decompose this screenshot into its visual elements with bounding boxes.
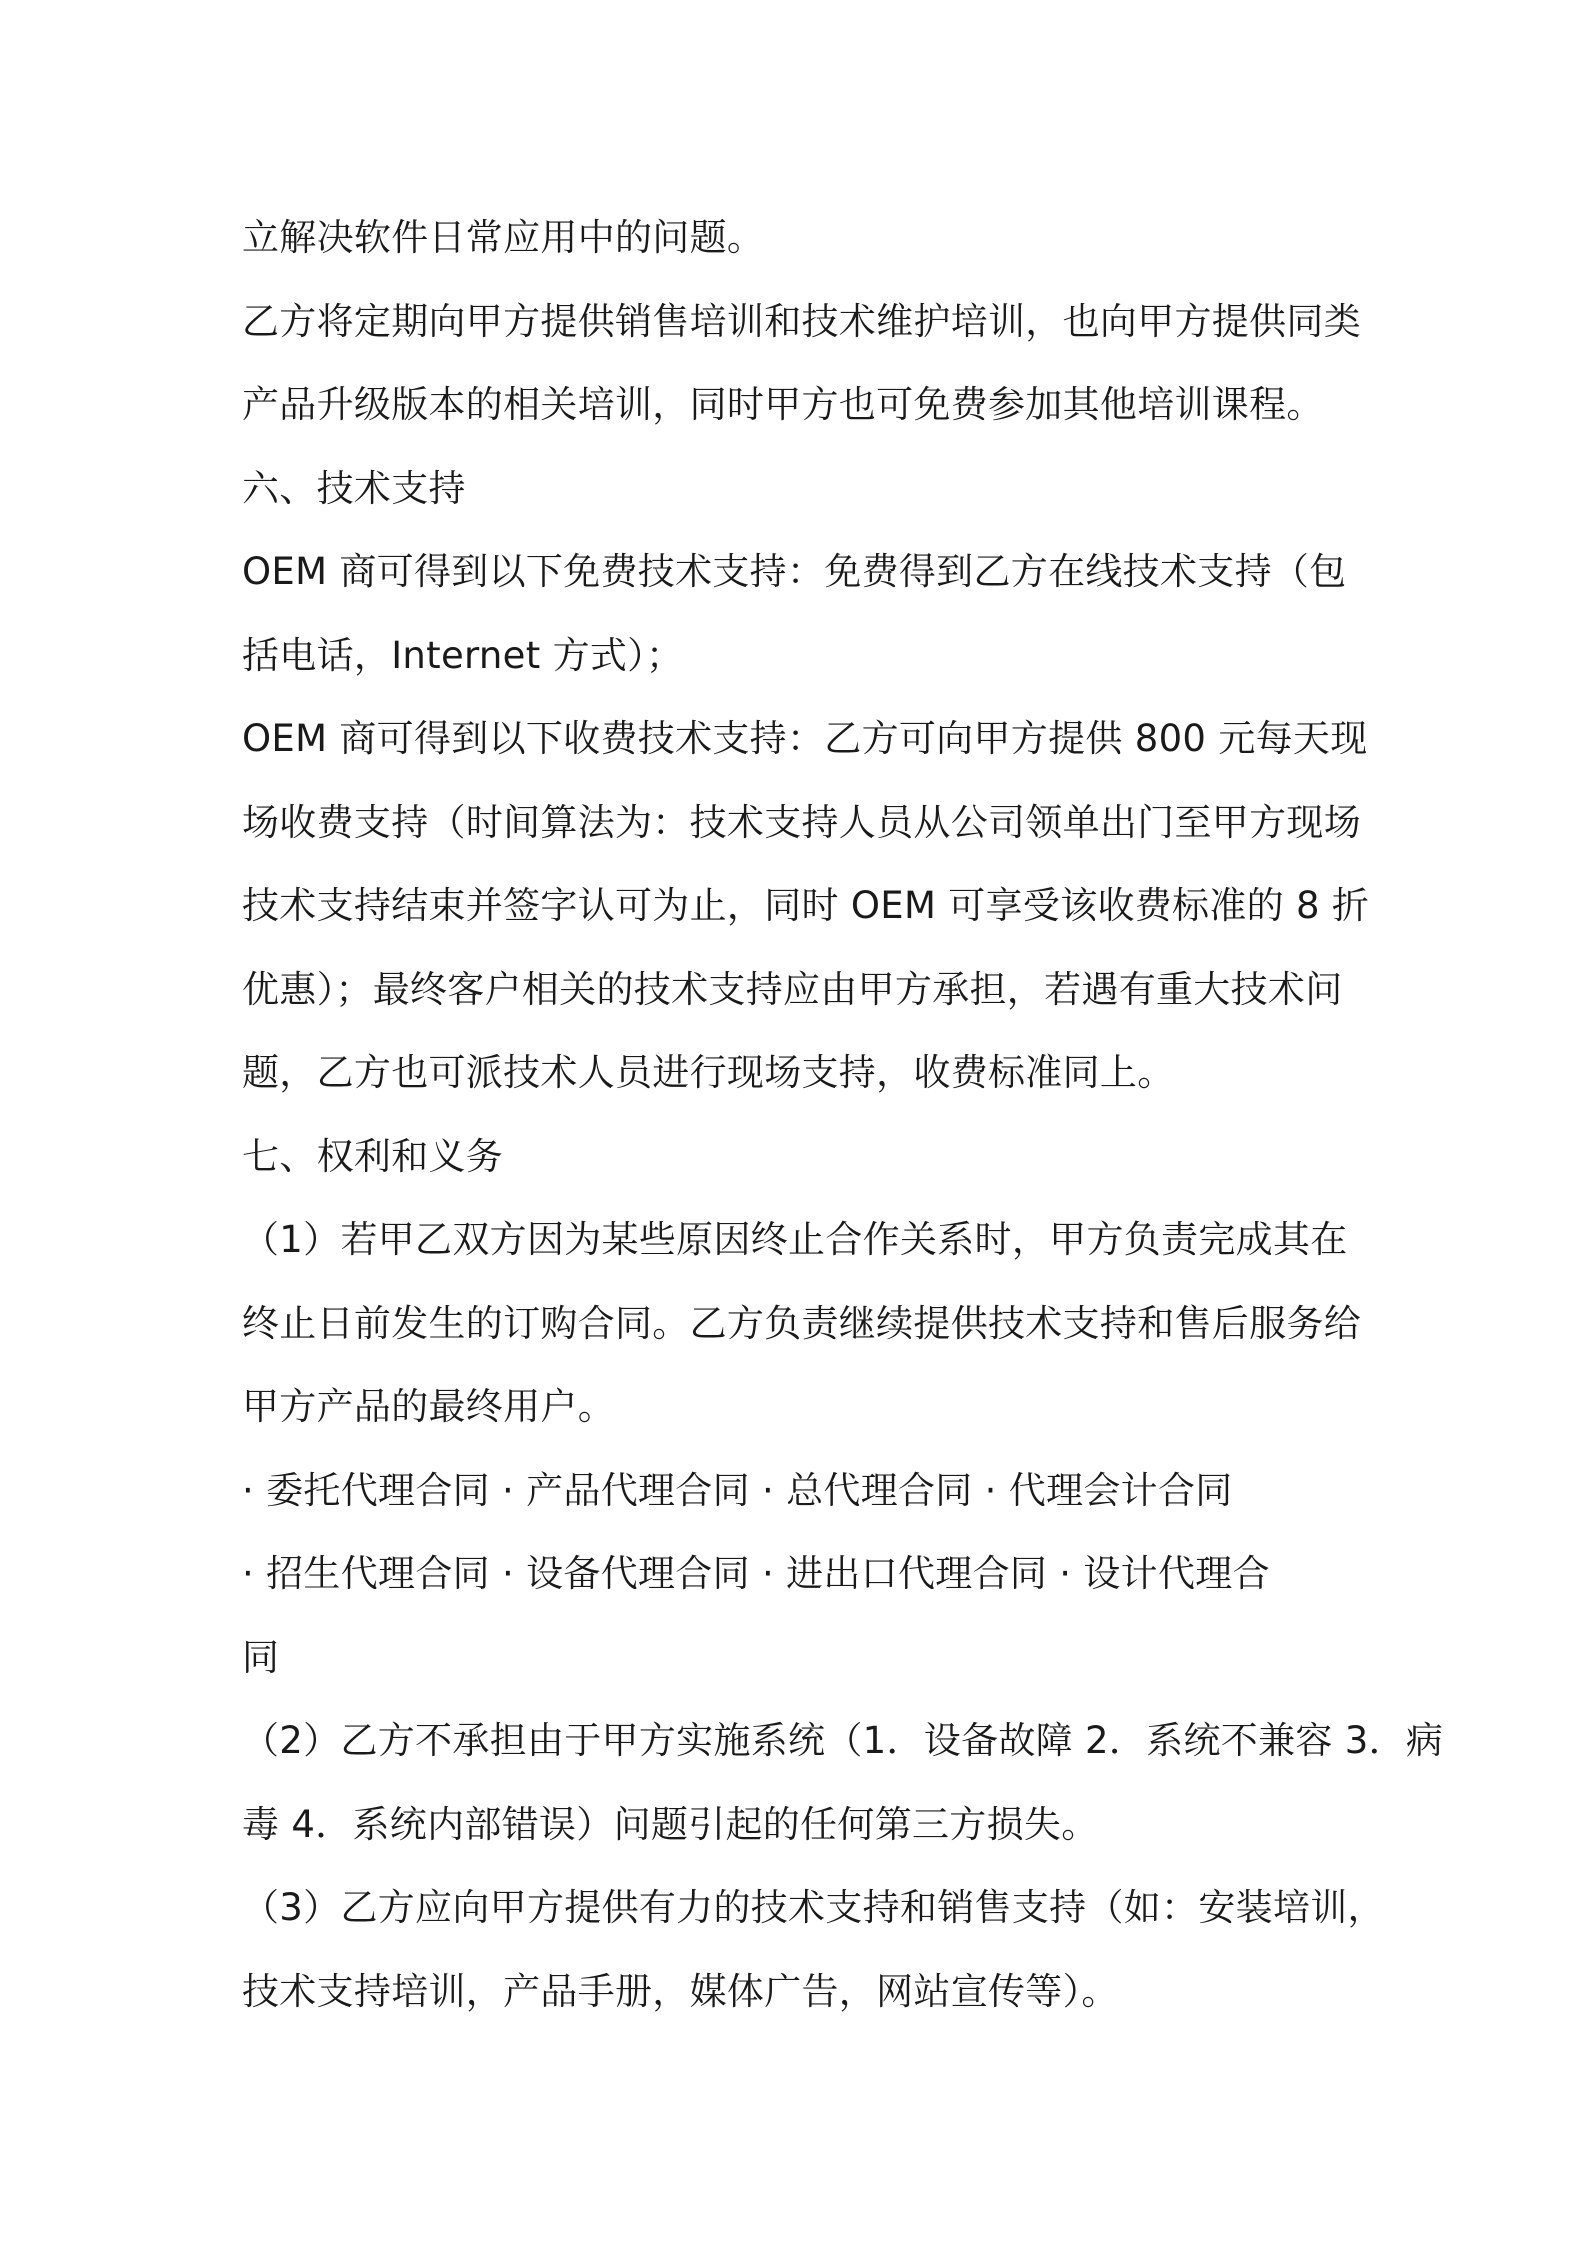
text-line: 终止日前发生的订购合同。乙方负责继续提供技术支持和售后服务给 bbox=[242, 1301, 1361, 1345]
text-line: 场收费支持（时间算法为：技术支持人员从公司领单出门至甲方现场 bbox=[242, 800, 1361, 844]
text-line: （2）乙方不承担由于甲方实施系统（1．设备故障 2．系统不兼容 3．病 bbox=[242, 1719, 1444, 1762]
related-contracts-line: 同 bbox=[242, 1635, 280, 1679]
text-line: 乙方将定期向甲方提供销售培训和技术维护培训，也向甲方提供同类 bbox=[242, 299, 1361, 343]
document-body bbox=[242, 196, 1444, 2033]
text-line: 产品升级版本的相关培训，同时甲方也可免费参加其他培训课程。 bbox=[242, 383, 1324, 426]
text-line: （1）若甲乙双方因为某些原因终止合作关系时，甲方负责完成其在 bbox=[242, 1218, 1348, 1261]
text-line: 技术支持结束并签字认可为止，同时 OEM 可享受该收费标准的 8 折 bbox=[242, 884, 1370, 927]
text-line: 技术支持培训，产品手册，媒体广告，网站宣传等）。 bbox=[242, 1969, 1119, 2013]
text-line: 题，乙方也可派技术人员进行现场支持，收费标准同上。 bbox=[242, 1051, 1175, 1094]
text-line: 优惠）；最终客户相关的技术支持应由甲方承担，若遇有重大技术问 bbox=[242, 967, 1343, 1011]
related-contracts-line: · 委托代理合同 · 产品代理合同 · 总代理合同 · 代理会计合同 bbox=[242, 1468, 1233, 1512]
text-line: （3）乙方应向甲方提供有力的技术支持和销售支持（如：安装培训， bbox=[242, 1886, 1385, 1929]
section-heading-tech-support: 六、技术支持 bbox=[242, 466, 466, 510]
text-line: 括电话，Internet 方式）； bbox=[242, 633, 684, 677]
text-line: 甲方产品的最终用户。 bbox=[242, 1385, 615, 1428]
text-line: OEM 商可得到以下收费技术支持：乙方可向甲方提供 800 元每天现 bbox=[242, 717, 1368, 760]
text-line: 立解决软件日常应用中的问题。 bbox=[242, 216, 765, 259]
section-heading-rights-obligations: 七、权利和义务 bbox=[242, 1134, 504, 1178]
text-line: 毒 4．系统内部错误）问题引起的任何第三方损失。 bbox=[242, 1802, 1099, 1846]
text-line: OEM 商可得到以下免费技术支持：免费得到乙方在线技术支持（包 bbox=[242, 550, 1347, 593]
related-contracts-line: · 招生代理合同 · 设备代理合同 · 进出口代理合同 · 设计代理合 bbox=[242, 1552, 1270, 1595]
